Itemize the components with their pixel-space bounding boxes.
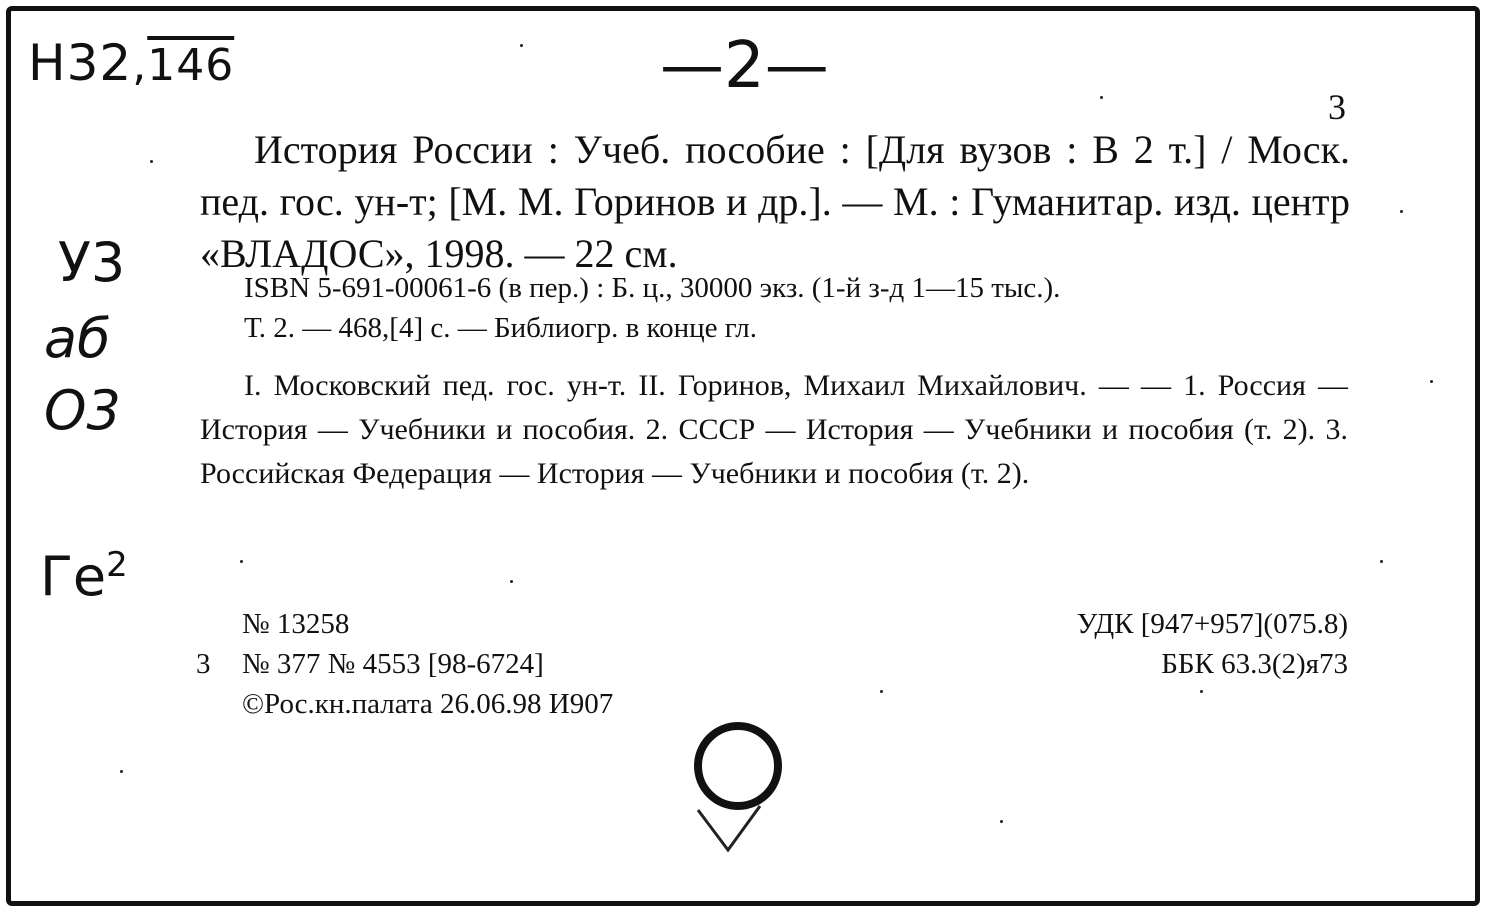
signature-sup: 2: [106, 545, 128, 585]
speck: [1380, 560, 1383, 563]
speck: [520, 44, 523, 47]
publication-details: [244, 268, 1344, 348]
copyright-line: ©Рос.кн.палата 26.06.98 И907: [242, 688, 614, 720]
speck: [120, 770, 123, 773]
speck: [510, 580, 513, 583]
speck: [1200, 690, 1203, 693]
volume-line: Т. 2. — 468,[4] с. — Библиогр. в конце гл.: [244, 312, 757, 344]
record-info: [196, 604, 613, 724]
handwritten-signature: [40, 545, 128, 608]
corner-number: 3: [1328, 87, 1346, 127]
signature-text: Ге: [40, 545, 107, 608]
shelf-mark-top: Н32: [28, 34, 133, 92]
speck: [1400, 210, 1403, 213]
v-notch-icon: [690, 800, 770, 860]
handwritten-card-number: —2—: [660, 29, 829, 103]
speck: [1430, 380, 1433, 383]
subject-tracings: [200, 364, 1348, 496]
registry-numbers: № 377 № 4553 [98-6724]: [242, 648, 544, 680]
tracings-text: I. Московский пед. гос. ун-т. II. Горинов, Михаил Михайлович. — — 1. Россия — История — Учебники и пособия. 2. СССР — История — Учебники и пособия (т. 2). 3. Российская Федерация — История — Учебники и пособия (т. 2).: [200, 369, 1348, 490]
udk-code: УДК [947+957](075.8): [1076, 608, 1348, 640]
classification: [1010, 604, 1348, 684]
handwritten-copies-mark: У3: [58, 231, 126, 294]
main-entry: [200, 124, 1350, 280]
speck: [1000, 820, 1003, 823]
shelf-mark-bottom: 146: [147, 40, 235, 91]
main-entry-text: История России : Учеб. пособие : [Для вузов : В 2 т.] / Моск. пед. гос. ун-т; [М. М. Горинов и др.]. — М. : Гуманитар. изд. центр «ВЛАДОС», 1998. — 22 см.: [200, 127, 1350, 276]
punch-hole-icon: [694, 722, 782, 810]
isbn-line: ISBN 5-691-00061-6 (в пер.) : Б. ц., 30000 экз. (1-й з-д 1—15 тыс.).: [244, 272, 1061, 304]
shelf-mark-separator: ,: [132, 40, 148, 91]
speck: [240, 560, 243, 563]
line2-lead: 3: [196, 648, 211, 680]
handwritten-shelf-mark: [28, 34, 235, 92]
speck: [150, 160, 153, 163]
speck: [880, 690, 883, 693]
handwritten-location-1: аб: [44, 307, 111, 370]
handwritten-location-2: О3: [44, 379, 121, 442]
speck: [1100, 96, 1103, 99]
bbk-code: ББК 63.3(2)я73: [1161, 648, 1348, 680]
record-number: № 13258: [242, 608, 350, 640]
